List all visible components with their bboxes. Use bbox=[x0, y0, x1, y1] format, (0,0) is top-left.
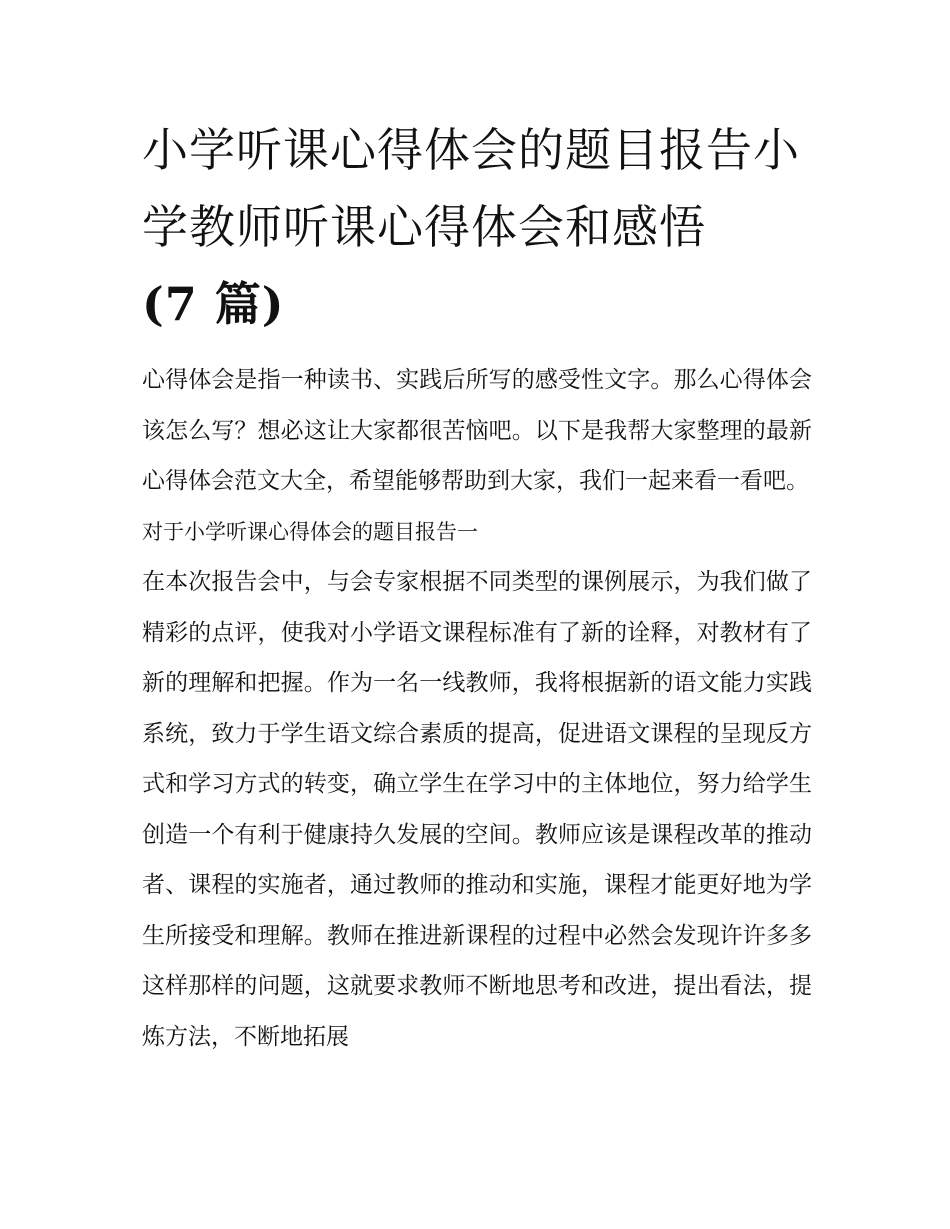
title-suffix: (7 篇) bbox=[142, 277, 285, 331]
document-page bbox=[142, 112, 812, 1062]
intro-paragraph: 心得体会是指一种读书、实践后所写的感受性文字。那么心得体会该怎么写？想必这让大家都很苦恼吧。以下是我帮大家整理的最新心得体会范文大全，希望能够帮助到大家，我们一起来看一看吧。 bbox=[142, 367, 812, 494]
title-main: 小学听课心得体会的题目报告小学教师听课心得体会和感悟 bbox=[142, 123, 800, 254]
section-heading: 对于小学听课心得体会的题目报告一 bbox=[142, 519, 478, 544]
body-paragraph: 在本次报告会中，与会专家根据不同类型的课例展示，为我们做了精彩的点评，使我对小学语文课程标准有了新的诠释，对教材有了新的理解和把握。作为一名一线教师，我将根据新的语文能力实践系统，致力于学生语文综合素质的提高，促进语文课程的呈现反方式和学习方式的转变，确立学生在学习中的主体地位，努力给学生创造一个有利于健康持久发展的空间。教师应该是课程改革的推动者、课程的实施者，通过教师的推动和实施，课程才能更好地为学生所接受和理解。教师在推进新课程的过程中必然会发现许许多多这样那样的问题，这就要求教师不断地思考和改进，提出看法，提炼方法，不断地拓展 bbox=[142, 569, 812, 1050]
title-text bbox=[142, 112, 812, 343]
document-title bbox=[142, 112, 812, 343]
